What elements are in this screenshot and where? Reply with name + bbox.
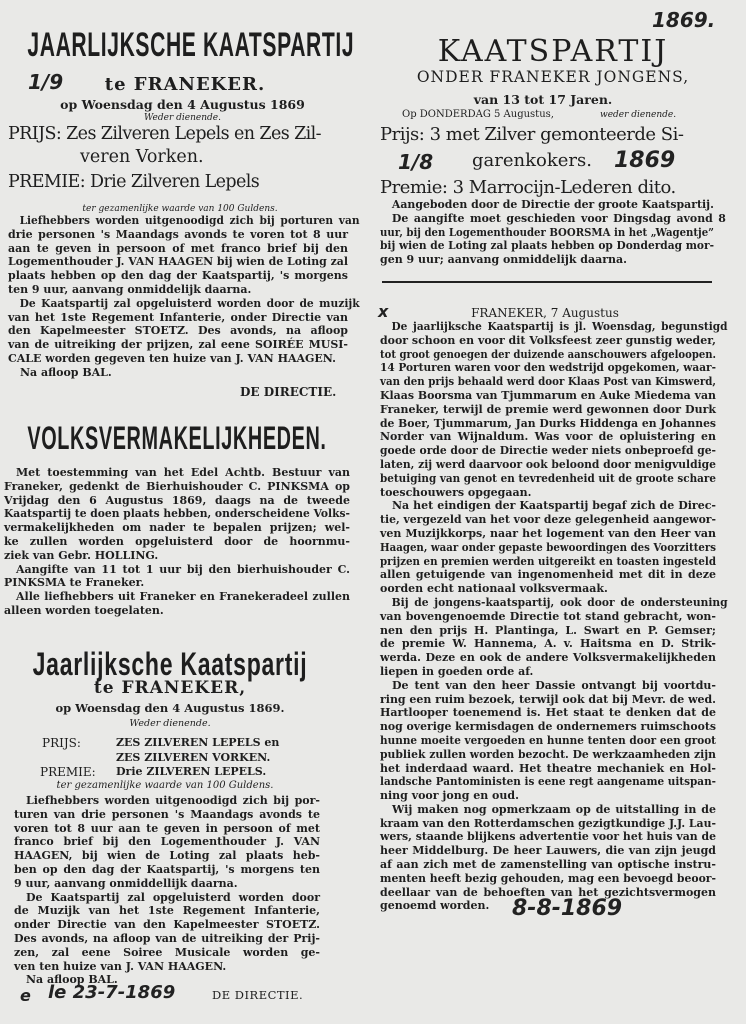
text-line: onder Directie van den Kapelmeester STOETZ. [14, 918, 320, 932]
ad3-date: Op DONDERDAG 5 Augustus, [402, 109, 554, 120]
handwritten-year-2: 1869 [614, 148, 676, 173]
text-line: aan te geven in persoon of met franco brief bij den [8, 241, 348, 255]
text-line: ven Muzijkkorps, naar het logement van den Heer van [380, 526, 716, 540]
text-line: deellaar van de behoeften van het gezichtsvermogen [380, 885, 716, 899]
ad3-prize-line2: garenkokers. [472, 150, 592, 171]
ad2-weather: Weder dienende. [129, 718, 211, 729]
text-line: genoemd worden. [380, 899, 490, 913]
text-line: Logementhouder J. VAN HAAGEN bij wien de Loting zal [8, 255, 348, 269]
text-line: wers, staande blijkens advertentie voor het huis van de [380, 830, 716, 844]
ad-body [8, 214, 360, 380]
ad-prize-line1: PRIJS: Zes Zilveren Lepels en Zes Zil- [8, 124, 321, 144]
ad2-title: Jaarlijksche Kaatspartij [32, 646, 308, 682]
ad-place: te FRANEKER. [104, 74, 266, 95]
text-line: liepen in goeden orde af. [380, 664, 534, 678]
article-body [380, 320, 728, 913]
ad3-weather: weder dienende. [600, 110, 677, 120]
text-line: uur, bij den Logementhouder BOORSMA in het „Wagentje” [380, 225, 714, 239]
text-line: van den prijs behaald werd door Klaas Post van Kimswerd, [380, 375, 716, 389]
text-line: hunne moeite vergoeden en hunne tenten door een groot [380, 733, 716, 747]
text-line: landsche Pantoministen is eene regt aangename uitspan- [380, 775, 716, 789]
handwritten-mark-x: x [378, 302, 389, 321]
text-line: franco brief bij den Logementhouder J. VAN [14, 835, 320, 849]
ad-date: op Woensdag den 4 Augustus 1869 [60, 97, 305, 112]
text-line: Des avonds, na afloop van de uitreiking der Prij- [14, 931, 320, 945]
text-line: Aangifte van 11 tot 1 uur bij den bierhuishouder C. [16, 562, 350, 576]
text-line: de Boer, Tjummarum, Jan Durks Hiddenga en Johannes [380, 416, 716, 430]
text-line: kraam van den Rotterdamschen gezigtkundige J.J. Lau- [380, 816, 716, 830]
text-line: de premie W. Hannema, A. v. Haitsma en D. Strik- [380, 637, 716, 651]
divider-rule [382, 281, 712, 283]
text-line: De aangifte moet geschieden voor Dingsdag avond 8 [391, 211, 726, 225]
text-line: Franeker, terwijl de premie werd gewonnen door Durk [380, 402, 716, 416]
text-line: Kaatspartij te doen plaats hebben, onderscheidene Volks- [4, 507, 350, 521]
text-line: de Muzijk van het 1ste Regement Infanterie, [14, 904, 320, 918]
text-line: ven ten huize van J. VAN HAAGEN. [14, 959, 227, 973]
ad3-prize-line1: Prijs: 3 met Zilver gemonteerde Si- [380, 124, 684, 145]
text-line: turen van drie personen 's Maandags avonds te [14, 807, 320, 821]
text-line: vermakelijkheden om nader te bepalen prijzen; wel- [4, 521, 350, 535]
text-line: nog overige kermisdagen de ondernemers ruimschoots [380, 720, 716, 734]
text-line: betuiging van genot en tevredenheid uit de groote schare [380, 471, 716, 485]
text-line: Liefhebbers worden uitgenoodigd zich bij por- [26, 794, 320, 807]
text-line: van bovengenoemde Directie tot stand gebracht, won- [380, 609, 716, 623]
ad2-value: ter gezamenlijke waarde van 100 Guldens. [56, 780, 274, 791]
text-line: Norder van Wijnaldum. Was voor de opluistering en [380, 430, 716, 444]
text-line: oorden echt nationaal volksvermaak. [380, 582, 608, 596]
text-line: PINKSMA te Franeker. [4, 576, 145, 590]
text-line: tot groot genoegen der duizende aanschouwers afgeloopen. [380, 347, 716, 361]
text-line: Met toestemming van het Edel Achtb. Bestuur van [16, 466, 350, 479]
text-line: Wij maken nog opmerkzaam op de uitstalling in de [392, 802, 716, 816]
text-line: bij wien de Loting zal plaats hebben op Donderdag mor- [380, 239, 714, 253]
ad2-body [14, 794, 320, 987]
handwritten-date-2: 8-8-1869 [512, 896, 623, 921]
ad-premium: PREMIE: Drie Zilveren Lepels [8, 172, 260, 192]
text-line: Liefhebbers worden uitgenoodigd zich bij porturen van [19, 214, 360, 227]
handwritten-year: 1869. [652, 8, 716, 32]
text-line: heer Middelburg. De heer Lauwers, die van zijn jeugd [380, 844, 716, 858]
text-line: ten 9 uur, aanvang onmiddelijk daarna. [8, 282, 252, 296]
text-line: ke zullen worden opgeluisterd door de hoornmu- [4, 534, 350, 548]
text-line: Na afloop BAL. [26, 973, 118, 987]
ad2-premium-label: PREMIE: [40, 765, 96, 779]
handwritten-note: 1/9 [28, 70, 64, 94]
text-line: laten, zij werd daarvoor ook beloond door menigvuldige [380, 457, 716, 471]
text-line: af aan zich met de zamenstelling van optische instru- [380, 858, 716, 872]
text-line: nen den prijs H. Plantinga, L. Swart en P. Gemser; [380, 623, 716, 637]
text-line: ning voor jong en oud. [380, 789, 519, 803]
text-line: voren tot 8 uur aan te geven in persoon of met [14, 821, 320, 835]
text-line: publiek zullen worden bezocht. De werkzaamheden zijn [380, 747, 716, 761]
text-line: Alle liefhebbers uit Franeker en Franekeradeel zullen [16, 590, 350, 604]
text-line: van de uitreiking der prijzen, zal eene SOIRÉE MUSI- [8, 338, 348, 352]
text-line: Bij de jongens-kaatspartij, ook door de ondersteuning [391, 595, 728, 609]
text-line: De jaarlijksche Kaatspartij is jl. Woensdag, begunstigd [391, 320, 728, 333]
ad3-subtitle: ONDER FRANEKER JONGENS, [416, 68, 690, 86]
text-line: het inderdaad waard. Het theatre mechaniek en Hol- [380, 761, 716, 775]
text-line: menten heeft bezig gehouden, mag een bevoegd beoor- [380, 871, 716, 885]
text-line: 9 uur, aanvang onmiddellijk daarna. [14, 876, 238, 890]
ad-signature: DE DIRECTIE. [240, 385, 337, 399]
text-line: prijzen en premien werden uitgereikt en toasten ingesteld [380, 554, 716, 568]
text-line: Hartlooper toenemend is. Het staat te denken dat de [380, 706, 716, 720]
text-line: Na afloop BAL. [20, 365, 112, 379]
text-line: HAAGEN, bij wien de Loting zal plaats heb- [14, 849, 320, 863]
ad-weather: Weder dienende. [144, 113, 221, 123]
text-line: werda. Deze en ook de andere Volksvermakelijkheden [380, 651, 716, 665]
text-line: gen 9 uur; aanvang onmiddelijk daarna. [380, 253, 627, 267]
ad-title: JAARLIJKSCHE KAATSPARTIJ [27, 26, 355, 64]
ad2-prize-label: PRIJS: [42, 736, 81, 750]
ad3-ages: van 13 tot 17 Jaren. [473, 92, 613, 107]
text-line: 14 Porturen waren voor den wedstrijd opgekomen, waar- [380, 361, 716, 375]
text-line: Klaas Boorsma van Tjummarum en Auke Miedema van [380, 388, 716, 402]
text-line: van het 1ste Regement Infanterie, onder Directie van [8, 310, 348, 324]
volks-title: VOLKSVERMAKELIJKHEDEN. [27, 420, 327, 456]
ad2-date: op Woensdag den 4 Augustus 1869. [55, 701, 285, 715]
handwritten-date: le 23-7-1869 [48, 982, 176, 1003]
text-line: Haagen, waar onder gepaste bewoordingen des Voorzitters [380, 540, 716, 554]
ad3-title: KAATSPARTIJ [437, 34, 669, 69]
ad2-prize-line2: ZES ZILVEREN VORKEN. [116, 751, 271, 764]
text-line: allen getuigende van ingenomenheid met dit in deze [380, 568, 716, 582]
text-line: De tent van den heer Dassie ontvangt bij voortdu- [392, 678, 716, 692]
text-line: alleen worden toegelaten. [4, 603, 164, 617]
text-line: ring een ruim bezoek, terwijl ook dat bij Mevr. de wed. [380, 692, 716, 706]
text-line: toeschouwers opgegaan. [380, 485, 532, 499]
text-line: De Kaatspartij zal opgeluisterd worden door de muzijk [19, 296, 360, 310]
text-line: Aangeboden door de Directie der groote Kaatspartij. [391, 198, 714, 211]
handwritten-note-2: 1/8 [398, 150, 434, 174]
text-line: Franeker, gedenkt de Bierhuishouder C. PINKSMA op [4, 479, 350, 493]
text-line: den Kapelmeester STOETZ. Des avonds, na afloop [8, 324, 348, 338]
volks-body [4, 466, 350, 618]
ad3-premium: Premie: 3 Marrocijn-Lederen dito. [380, 177, 676, 198]
article-dateline: FRANEKER, 7 Augustus [471, 306, 619, 320]
text-line: zen, zal eene Soiree Musicale worden ge- [14, 945, 320, 959]
ad-value: ter gezamenlijke waarde van 100 Guldens. [82, 204, 278, 214]
text-line: plaats hebben op den dag der Kaatspartij, 's morgens [8, 269, 348, 283]
text-line: Na het eindigen der Kaatspartij begaf zich de Direc- [392, 499, 716, 513]
ad2-place: te FRANEKER, [93, 678, 247, 698]
text-line: goede orde door de Directie weder niets onbeproefd ge- [380, 444, 716, 458]
text-line: Vrijdag den 6 Augustus 1869, daags na de tweede [4, 493, 350, 507]
text-line: drie personen 's Maandags avonds te voren tot 8 uur [8, 227, 348, 241]
text-line: ziek van Gebr. HOLLING. [4, 548, 159, 562]
text-line: door schoon en voor dit Volksfeest zeer gunstig weder, [380, 333, 716, 347]
text-line: CALE worden gegeven ten huize van J. VAN HAAGEN. [8, 351, 336, 365]
ad2-signature: DE DIRECTIE. [212, 988, 304, 1002]
ad2-premium: Drie ZILVEREN LEPELS. [116, 765, 267, 778]
ad3-body [380, 198, 726, 267]
ad-prize-line2: veren Vorken. [80, 147, 204, 167]
text-line: tie, vergezeld van het voor deze gelegenheid aangewor- [380, 513, 716, 527]
text-line: De Kaatspartij zal opgeluisterd worden door [26, 890, 320, 904]
handwritten-mark: e [20, 986, 31, 1005]
ad2-prize-line1: ZES ZILVEREN LEPELS en [116, 736, 280, 749]
text-line: ben op den dag der Kaatspartij, 's morgens ten [14, 862, 320, 876]
